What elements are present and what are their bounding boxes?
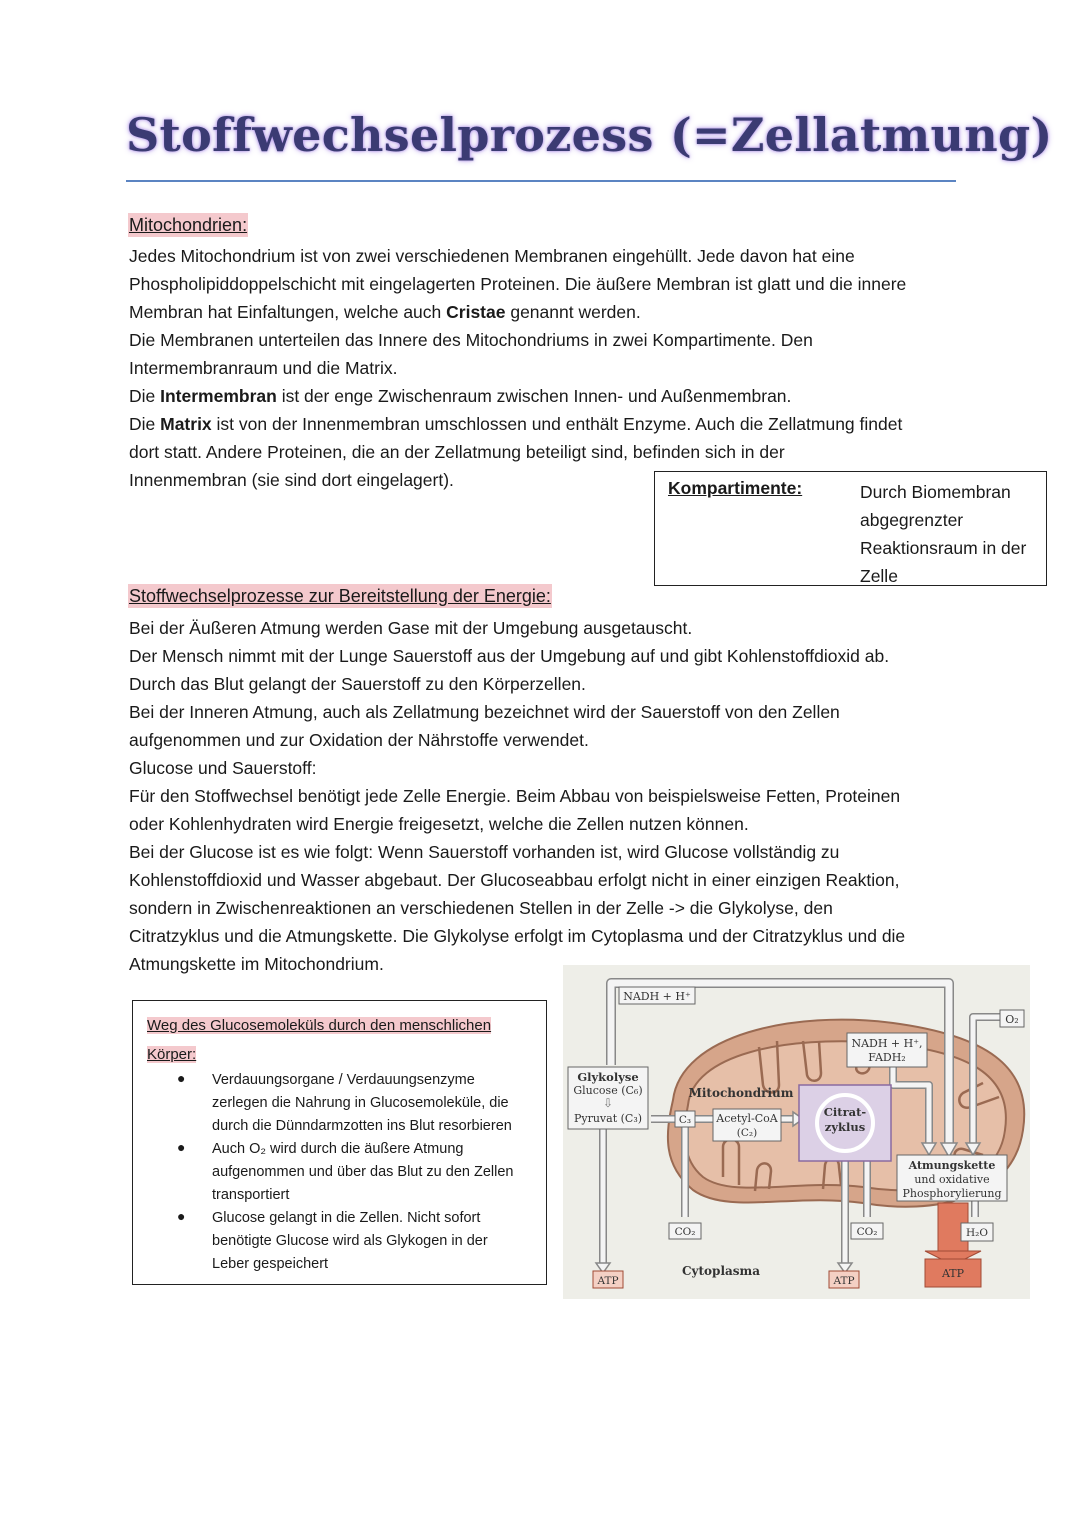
text-line: Glucose und Sauerstoff: <box>129 758 317 778</box>
title-divider <box>126 180 956 182</box>
atp-right-label: ATP <box>941 1267 965 1280</box>
text-line: Bei der Äußeren Atmung werden Gase mit der Umgebung ausgetauscht. <box>129 618 693 638</box>
text-line: Atmungskette im Mitochondrium. <box>129 954 384 974</box>
text-line: Die Membranen unterteilen das Innere des Mitochondriums in zwei Kompartimente. Den <box>129 330 813 350</box>
text-line: Phospholipiddoppelschicht mit eingelagerten Proteinen. Die äußere Membran ist glatt und die innere <box>129 274 907 294</box>
text-line: sondern in Zwischenreaktionen an verschiedenen Stellen in der Zelle -> die Glykolyse, den <box>129 898 833 918</box>
mitochondrium-label: Mitochondrium <box>688 1086 794 1100</box>
weg-glucose-box <box>132 1000 547 1285</box>
list-item: ● Glucose gelangt in die Zellen. Nicht sofort benötigte Glucose wird als Glykogen in der Leber gespeichert <box>177 1208 488 1272</box>
atp-left-label: ATP <box>597 1275 619 1287</box>
o2-label: O₂ <box>1005 1013 1019 1026</box>
text-line: Für den Stoffwechsel benötigt jede Zelle Energie. Beim Abbau von beispielsweise Fetten, Proteinen <box>129 786 901 806</box>
nadh-top-label: NADH + H⁺ <box>623 990 691 1003</box>
c3-label: C₃ <box>678 1114 692 1126</box>
kompartimente-definition: Durch Biomembran abgegrenzter Reaktionsraum in der Zelle <box>860 482 1027 586</box>
text-line: Citratzyklus und die Atmungskette. Die Glykolyse erfolgt im Cytoplasma und der Citratzyklus und die <box>129 926 906 946</box>
pyruvat-label: Pyruvat (C₃) <box>573 1112 643 1125</box>
list-item: ● Auch O₂ wird durch die äußere Atmung aufgenommen und über das Blut zu den Zellen transportiert <box>177 1139 514 1203</box>
atmungskette-label-2: und oxidative <box>914 1173 990 1186</box>
atmungskette-label-3: Phosphorylierung <box>902 1187 1002 1200</box>
nadh-fadh-label-2: FADH₂ <box>868 1051 906 1064</box>
text-line: Membran hat Einfaltungen, welche auch Cristae genannt werden. <box>129 302 641 322</box>
citrat-label-1: Citrat- <box>823 1105 867 1119</box>
acetyl-label-1: Acetyl-CoA <box>716 1112 778 1125</box>
text-line: oder Kohlenhydraten wird Energie freigesetzt, welche die Zellen nutzen können. <box>129 814 749 834</box>
text-line: Intermembranraum und die Matrix. <box>129 358 398 378</box>
h2o-label: H₂O <box>966 1227 988 1239</box>
acetyl-label-2: (C₂) <box>736 1127 758 1139</box>
co2-right-label: CO₂ <box>856 1226 878 1238</box>
glykolyse-label: Glykolyse <box>577 1070 639 1084</box>
kompartimente-label: Kompartimente: <box>668 478 803 498</box>
mitochondrien-text <box>129 242 906 494</box>
citrat-label-2: zyklus <box>824 1120 866 1134</box>
text-line: Innenmembran (sie sind dort eingelagert). <box>129 470 454 490</box>
zellatmung-diagram <box>563 965 1030 1299</box>
bullet-icon: ● <box>177 1070 186 1086</box>
text-line: aufgenommen und zur Oxidation der Nährstoffe verwendet. <box>129 730 589 750</box>
text-line: Die Intermembran ist der enge Zwischenraum zwischen Innen- und Außenmembran. <box>129 386 792 406</box>
co2-left-label: CO₂ <box>674 1226 696 1238</box>
text-line: dort statt. Andere Proteinen, die an der Zellatmung beteiligt sind, befinden sich in der <box>129 442 785 462</box>
page-title: Stoffwechselprozess (=Zellatmung) <box>126 108 1053 162</box>
atp-mid-label: ATP <box>833 1275 855 1287</box>
text-line: Der Mensch nimmt mit der Lunge Sauerstoff aus der Umgebung auf und gibt Kohlenstoffdioxid ab. <box>129 646 890 666</box>
list-item: ● Verdauungsorgane / Verdauungsenzyme zerlegen die Nahrung in Glucosemoleküle, die durch die Dünndarmzotten ins Blut resorbieren <box>177 1070 512 1134</box>
text-line: Die Matrix ist von der Innenmembran umschlossen und enthält Enzyme. Auch die Zellatmung findet <box>129 414 903 434</box>
weg-heading: Weg des Glucosemoleküls durch den menschlichen Körper: <box>147 1011 527 1069</box>
bullet-icon: ● <box>177 1208 186 1224</box>
text-line: Bei der Glucose ist es wie folgt: Wenn Sauerstoff vorhanden ist, wird Glucose vollständig zu <box>129 842 840 862</box>
cytoplasma-label: Cytoplasma <box>681 1264 761 1278</box>
glucose-label: Glucose (C₆) <box>573 1084 643 1097</box>
section-heading-stoffwechsel: Stoffwechselprozesse zur Bereitstellung der Energie: <box>129 586 551 606</box>
text-line: Kohlenstoffdioxid und Wasser abgebaut. Der Glucoseabbau erfolgt nicht in einer einzigen Reaktion, <box>129 870 900 890</box>
nadh-fadh-label-1: NADH + H⁺, <box>851 1037 923 1050</box>
text-line: Jedes Mitochondrium ist von zwei verschiedenen Membranen eingehüllt. Jede davon hat eine <box>129 246 855 266</box>
down-arrow-icon: ⇩ <box>602 1096 614 1110</box>
section-heading-mitochondrien: Mitochondrien: <box>129 215 248 235</box>
bullet-icon: ● <box>177 1139 186 1155</box>
text-line: Durch das Blut gelangt der Sauerstoff zu den Körperzellen. <box>129 674 586 694</box>
atmungskette-label-1: Atmungskette <box>908 1159 996 1172</box>
weg-bullet-list <box>177 1069 542 1276</box>
kompartimente-box <box>654 471 1047 586</box>
stoffwechsel-text <box>129 614 905 978</box>
text-line: Bei der Inneren Atmung, auch als Zellatmung bezeichnet wird der Sauerstoff von den Zellen <box>129 702 840 722</box>
